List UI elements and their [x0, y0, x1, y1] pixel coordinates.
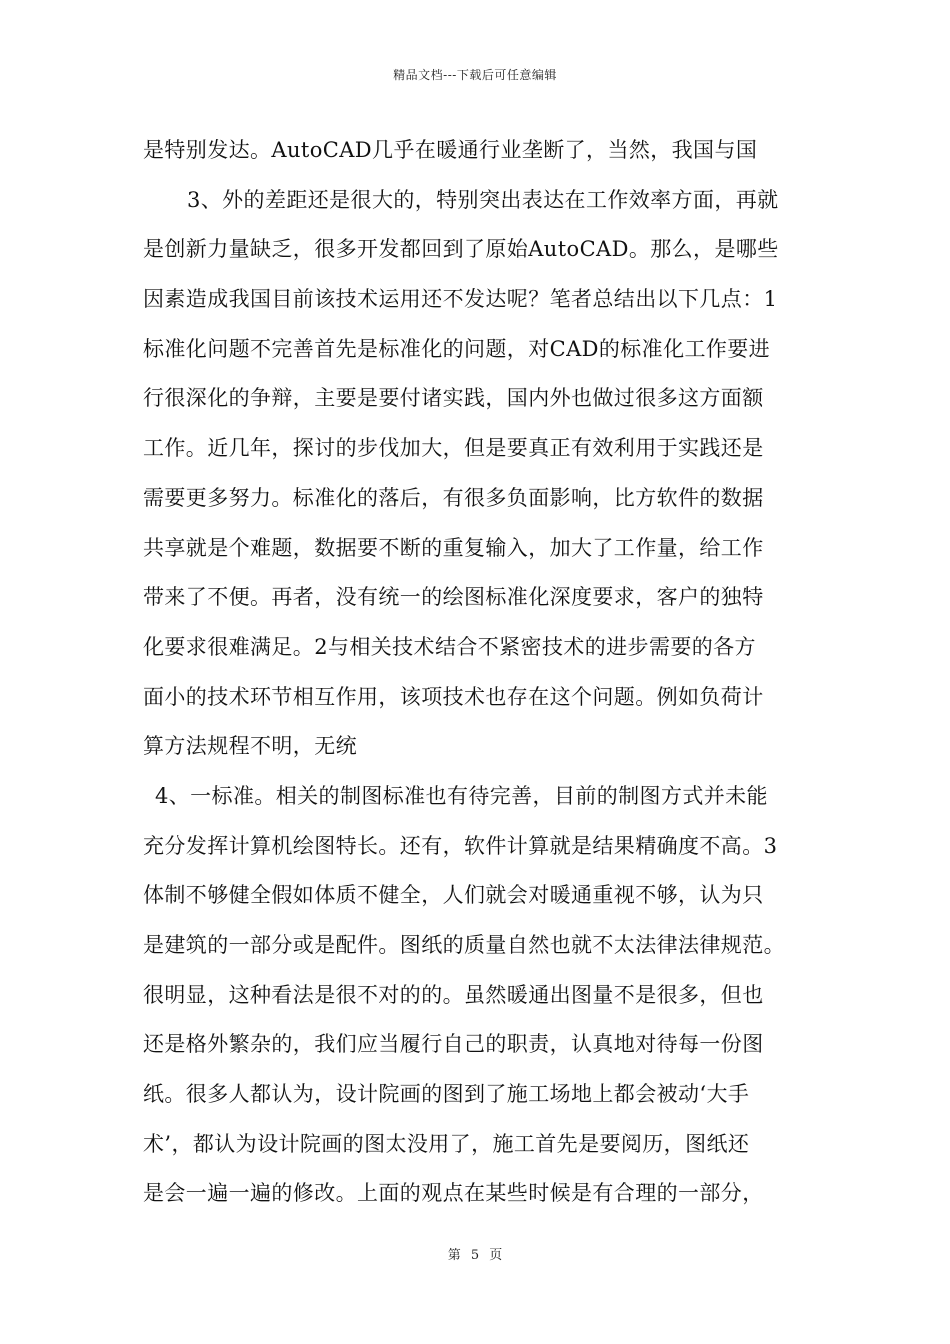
text-line: 带来了不便。再者，没有统一的绘图标准化深度要求，客户的独特	[143, 585, 764, 610]
text-line: 算方法规程不明，无统	[143, 734, 357, 759]
text-line: 术’，都认为设计院画的图太没用了，施工首先是要阅历，图纸还	[143, 1131, 750, 1156]
text-line: 纸。很多人都认为，设计院画的图到了施工场地上都会被动‘大手	[143, 1082, 750, 1107]
text-line: 是建筑的一部分或是配件。图纸的质量自然也就不太法律法律规范。	[143, 933, 785, 957]
page-header: 精品文档---下载后可任意编辑	[393, 68, 557, 82]
text-line: 因素造成我国目前该技术运用还不发达呢？笔者总结出以下几点：1	[143, 287, 778, 312]
text-line: 很明显，这种看法是很不对的的。虽然暖通出图量不是很多，但也	[143, 982, 764, 1007]
text-line: 是会一遍一遍的修改。上面的观点在某些时候是有合理的一部分，	[143, 1181, 764, 1206]
text-line: 化要求很难满足。2与相关技术结合不紧密技术的进步需要的各方	[143, 634, 756, 659]
text-line: 是创新力量缺乏，很多开发都回到了原始AutoCAD。那么，是哪些	[143, 237, 779, 262]
text-line: 4、一标准。相关的制图标准也有待完善，目前的制图方式并未能	[155, 783, 768, 808]
text-line: 是特别发达。AutoCAD几乎在暖通行业垄断了，当然，我国与国	[143, 138, 758, 162]
text-line: 需要更多努力。标准化的落后，有很多负面影响，比方软件的数据	[143, 485, 764, 510]
text-line: 面小的技术环节相互作用，该项技术也存在这个问题。例如负荷计	[143, 684, 764, 709]
text-line: 共享就是个难题，数据要不断的重复输入，加大了工作量，给工作	[143, 535, 764, 560]
text-line: 充分发挥计算机绘图特长。还有，软件计算就是结果精确度不高。3	[143, 833, 778, 858]
text-line: 标准化问题不完善首先是标准化的问题，对CAD的标准化工作要进	[143, 336, 771, 361]
text-line: 工作。近几年，探讨的步伐加大，但是要真正有效利用于实践还是	[143, 436, 764, 461]
text-line: 体制不够健全假如体质不健全，人们就会对暖通重视不够，认为只	[143, 883, 764, 908]
text-line: 3、外的差距还是很大的，特别突出表达在工作效率方面，再就	[187, 187, 779, 212]
text-line: 行很深化的争辩，主要是要付诸实践，国内外也做过很多这方面额	[143, 386, 764, 411]
page-number: 第 5 页	[447, 1248, 503, 1263]
text-line: 还是格外繁杂的，我们应当履行自己的职责，认真地对待每一份图	[143, 1032, 764, 1057]
body-text	[143, 130, 823, 1223]
